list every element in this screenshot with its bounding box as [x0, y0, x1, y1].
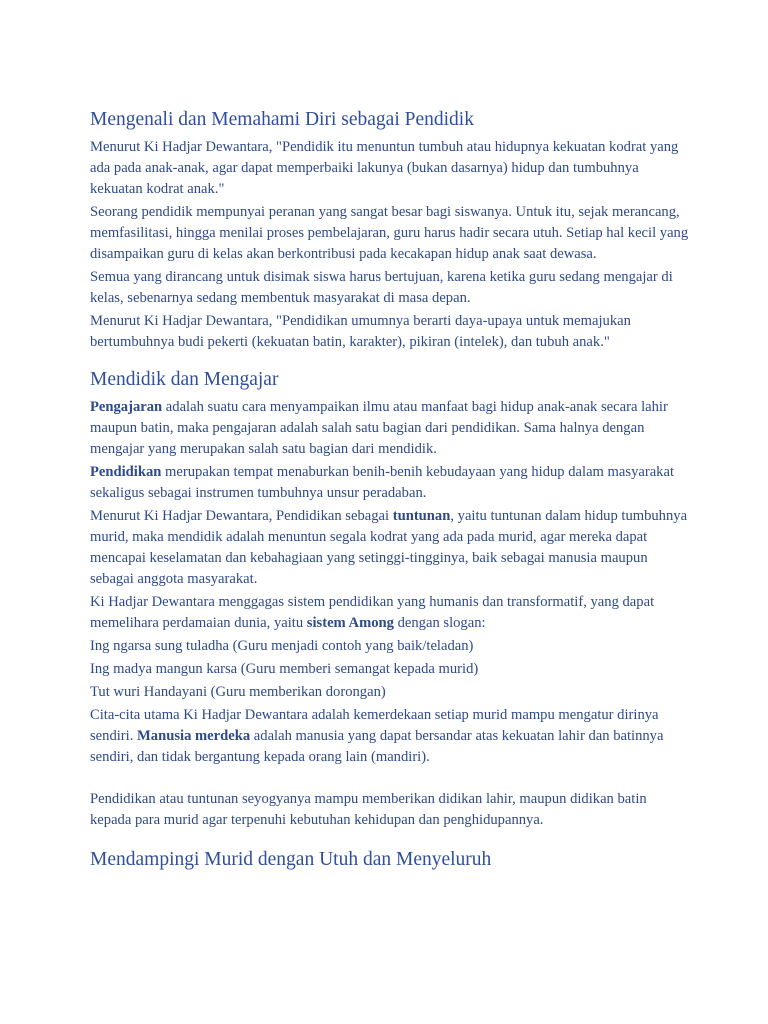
paragraph-text: adalah manusia yang dapat bersandar atas kekuatan lahir dan batinnya sendiri, dan tidak bergantung kepada orang lain (mandiri). — [90, 728, 664, 765]
document-page — [90, 107, 690, 877]
paragraph — [90, 462, 690, 504]
paragraph-text: dengan slogan: — [393, 615, 486, 631]
paragraph: Seorang pendidik mempunyai peranan yang sangat besar bagi siswanya. Untuk itu, sejak merancang, memfasilitasi, hingga menilai proses pembelajaran, guru harus hadir secara utuh. Setiap hal kecil yang disampaikan guru di kelas akan berkontribusi pada kecakapan hidup anak saat dewasa. — [90, 204, 689, 262]
paragraph-text: merupakan tempat menaburkan benih-benih kebudayaan yang hidup dalam masyarakat sekaligus sebagai instrumen tumbuhnya unsur peradaban. — [90, 464, 675, 501]
paragraph — [90, 592, 690, 634]
paragraph-text: , yaitu tuntunan dalam hidup tumbuhnya murid, maka mendidik adalah menuntun segala kodrat yang ada pada murid, agar mereka dapat mencapai keselamatan dan kebahagiaan yang setinggi-tingginya, baik sebagai manusia maupun sebagai anggota masyarakat. — [90, 508, 688, 587]
bold-term: Manusia merdeka — [137, 728, 251, 744]
section-heading-mengenali: Mengenali dan Memahami Diri sebagai Pendidik — [90, 109, 474, 130]
bold-term: Pengajaran — [90, 399, 163, 415]
paragraph: Menurut Ki Hadjar Dewantara, "Pendidik itu menuntun tumbuh atau hidupnya kekuatan kodrat yang ada pada anak-anak, agar dapat memperbaiki lakunya (bukan dasarnya) hidup dan tumbuhnya kekuatan kodrat anak." — [90, 139, 679, 197]
paragraph — [90, 506, 690, 590]
paragraph-text: Menurut Ki Hadjar Dewantara, Pendidikan sebagai — [90, 508, 393, 524]
paragraph-text: adalah suatu cara menyampaikan ilmu atau manfaat bagi hidup anak-anak secara lahir maupun batin, maka pengajaran adalah salah satu bagian dari pendidikan. Sama halnya dengan mengajar yang merupakan salah satu bagian dari mendidik. — [90, 399, 668, 457]
section-heading-mendidik: Mendidik dan Mengajar — [90, 369, 279, 390]
bold-term: Pendidikan — [90, 464, 162, 480]
paragraph-text: Cita-cita utama Ki Hadjar Dewantara adalah kemerdekaan setiap murid mampu mengatur dirinya sendiri. — [90, 707, 659, 744]
paragraph — [90, 397, 690, 460]
paragraph — [90, 705, 690, 768]
paragraph: Pendidikan atau tuntunan seyogyanya mampu memberikan didikan lahir, maupun didikan batin kepada para murid agar terpenuhi kebutuhan kehidupan dan penghidupannya. — [90, 791, 647, 828]
slogan-line: Tut wuri Handayani (Guru memberikan dorongan) — [90, 684, 386, 700]
slogan-line: Ing madya mangun karsa (Guru memberi semangat kepada murid) — [90, 661, 479, 677]
bold-term: tuntunan — [392, 508, 451, 524]
paragraph-text: Ki Hadjar Dewantara menggagas sistem pendidikan yang humanis dan transformatif, yang dapat memelihara perdamaian dunia, yaitu — [90, 594, 655, 631]
slogan-line: Ing ngarsa sung tuladha (Guru menjadi contoh yang baik/teladan) — [90, 638, 474, 654]
paragraph: Semua yang dirancang untuk disimak siswa harus bertujuan, karena ketika guru sedang mengajar di kelas, sebenarnya sedang membentuk masyarakat di masa depan. — [90, 269, 673, 306]
section-heading-mendampingi: Mendampingi Murid dengan Utuh dan Menyeluruh — [90, 849, 492, 870]
paragraph: Menurut Ki Hadjar Dewantara, "Pendidikan umumnya berarti daya-upaya untuk memajukan bertumbuhnya budi pekerti (kekuatan batin, karakter), pikiran (intelek), dan tubuh anak." — [90, 313, 631, 350]
bold-term: sistem Among — [306, 615, 394, 631]
